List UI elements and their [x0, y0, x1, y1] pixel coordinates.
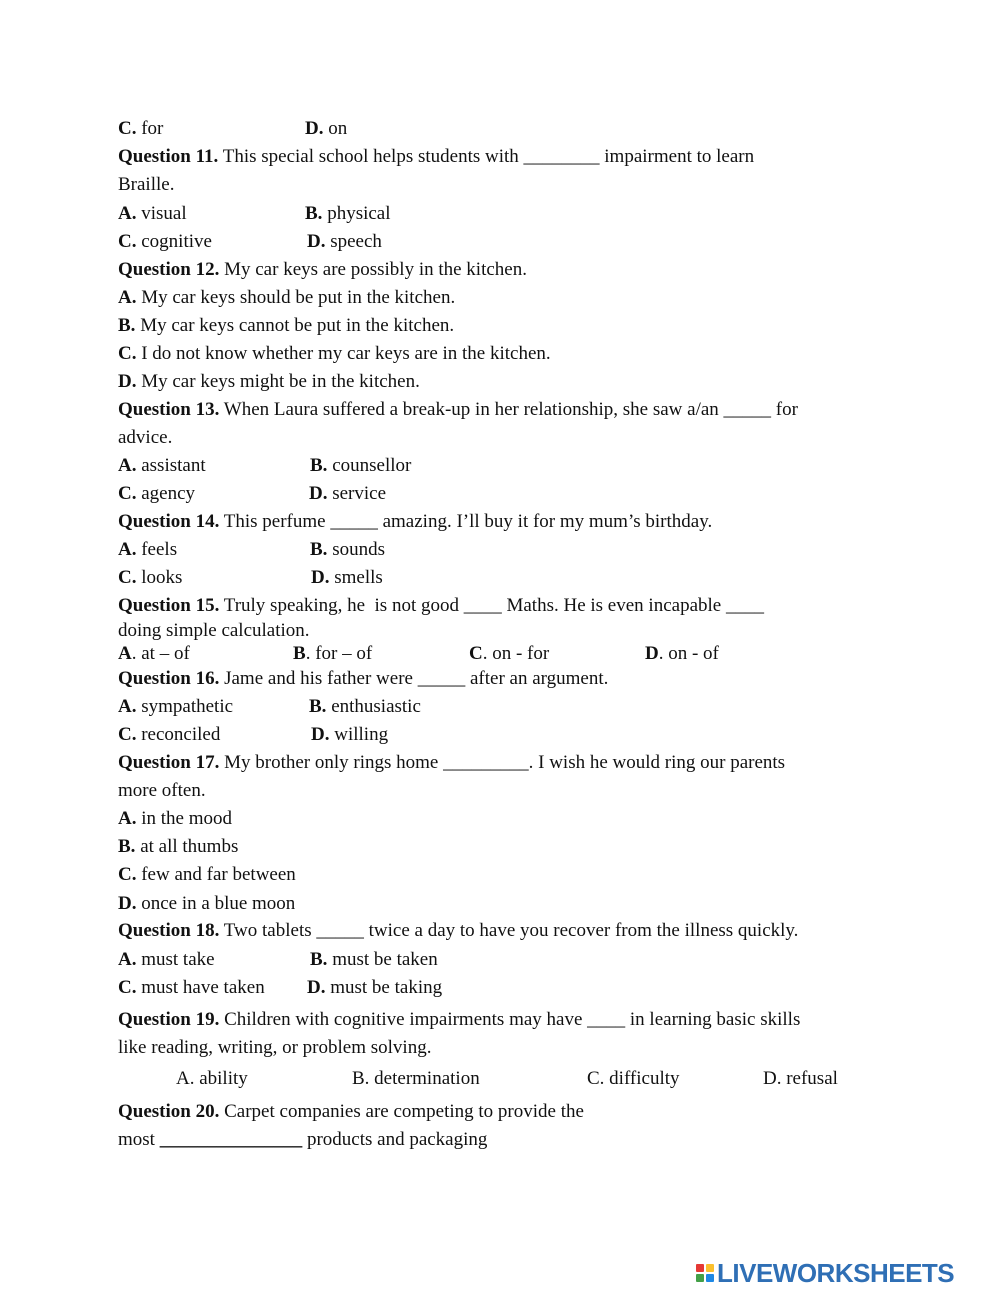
- q10-option-d: D. on: [305, 118, 348, 139]
- q19-option-c: C. difficulty: [587, 1068, 680, 1089]
- q13-option-d: D. service: [309, 483, 387, 504]
- q15-option-d: D. on - of: [645, 643, 719, 664]
- q10-option-c: C. for: [118, 118, 164, 139]
- q11-option-a: A. visual: [118, 203, 187, 224]
- q14-option-c: C. looks: [118, 567, 183, 588]
- q12-option-c: C. I do not know whether my car keys are in the kitchen.: [118, 343, 551, 364]
- q14-option-b: B. sounds: [310, 539, 385, 560]
- q11-option-c: C. cognitive: [118, 231, 212, 252]
- liveworksheets-logo: [696, 1258, 954, 1288]
- q13-option-b: B. counsellor: [310, 455, 412, 476]
- q19-stem-cont: like reading, writing, or problem solving.: [118, 1037, 432, 1058]
- q14-option-d: D. smells: [311, 567, 383, 588]
- q18-stem: Question 18. Two tablets _____ twice a day to have you recover from the illness quickly.: [118, 920, 799, 941]
- logo-mark-icon: [696, 1264, 714, 1282]
- q12-option-b: B. My car keys cannot be put in the kitchen.: [118, 315, 455, 336]
- q19-option-a: A. ability: [176, 1068, 248, 1089]
- q13-stem: Question 13. When Laura suffered a break-up in her relationship, she saw a/an _____ for: [118, 399, 798, 420]
- q12-stem: Question 12. My car keys are possibly in the kitchen.: [118, 259, 527, 280]
- q16-option-a: A. sympathetic: [118, 696, 234, 717]
- logo-text: LIVEWORKSHEETS: [717, 1257, 955, 1288]
- q14-option-a: A. feels: [118, 539, 178, 560]
- q16-option-b: B. enthusiastic: [309, 696, 421, 717]
- q19-option-d: D. refusal: [763, 1068, 838, 1089]
- q20-stem-cont: most _______________ products and packaging: [118, 1129, 488, 1150]
- q17-option-a: A. in the mood: [118, 808, 233, 829]
- q11-stem: Question 11. This special school helps students with ________ impairment to learn: [118, 146, 755, 167]
- q17-option-b: B. at all thumbs: [118, 836, 239, 857]
- q13-option-a: A. assistant: [118, 455, 206, 476]
- q15-option-c: C. on - for: [469, 643, 550, 664]
- q12-option-a: A. My car keys should be put in the kitchen.: [118, 287, 456, 308]
- q12-option-d: D. My car keys might be in the kitchen.: [118, 371, 420, 392]
- q19-option-b: B. determination: [352, 1068, 480, 1089]
- q13-option-c: C. agency: [118, 483, 196, 504]
- q20-answer-blank[interactable]: _______________: [159, 1129, 303, 1150]
- q15-stem: Question 15. Truly speaking, he is not good ____ Maths. He is even incapable ____: [118, 595, 764, 616]
- q19-stem: Question 19. Children with cognitive impairments may have ____ in learning basic skills: [118, 1009, 801, 1030]
- q17-stem: Question 17. My brother only rings home _________. I wish he would ring our parents: [118, 752, 786, 773]
- q18-option-c: C. must have taken: [118, 977, 265, 998]
- q18-option-a: A. must take: [118, 949, 215, 970]
- q16-stem: Question 16. Jame and his father were _____ after an argument.: [118, 668, 609, 689]
- q17-option-d: D. once in a blue moon: [118, 893, 296, 914]
- q16-option-c: C. reconciled: [118, 724, 221, 745]
- q20-stem: Question 20. Carpet companies are competing to provide the: [118, 1101, 584, 1122]
- q15-option-a: A. at – of: [118, 643, 190, 664]
- q18-option-b: B. must be taken: [310, 949, 438, 970]
- q14-stem: Question 14. This perfume _____ amazing. I’ll buy it for my mum’s birthday.: [118, 511, 713, 532]
- q11-stem-cont: Braille.: [118, 174, 175, 195]
- q15-option-b: B. for – of: [293, 643, 373, 664]
- q11-option-b: B. physical: [305, 203, 391, 224]
- q15-stem-cont: doing simple calculation.: [118, 620, 310, 641]
- q17-option-c: C. few and far between: [118, 864, 296, 885]
- q11-option-d: D. speech: [307, 231, 382, 252]
- q18-option-d: D. must be taking: [307, 977, 443, 998]
- q13-stem-cont: advice.: [118, 427, 173, 448]
- q16-option-d: D. willing: [311, 724, 389, 745]
- q17-stem-cont: more often.: [118, 780, 206, 801]
